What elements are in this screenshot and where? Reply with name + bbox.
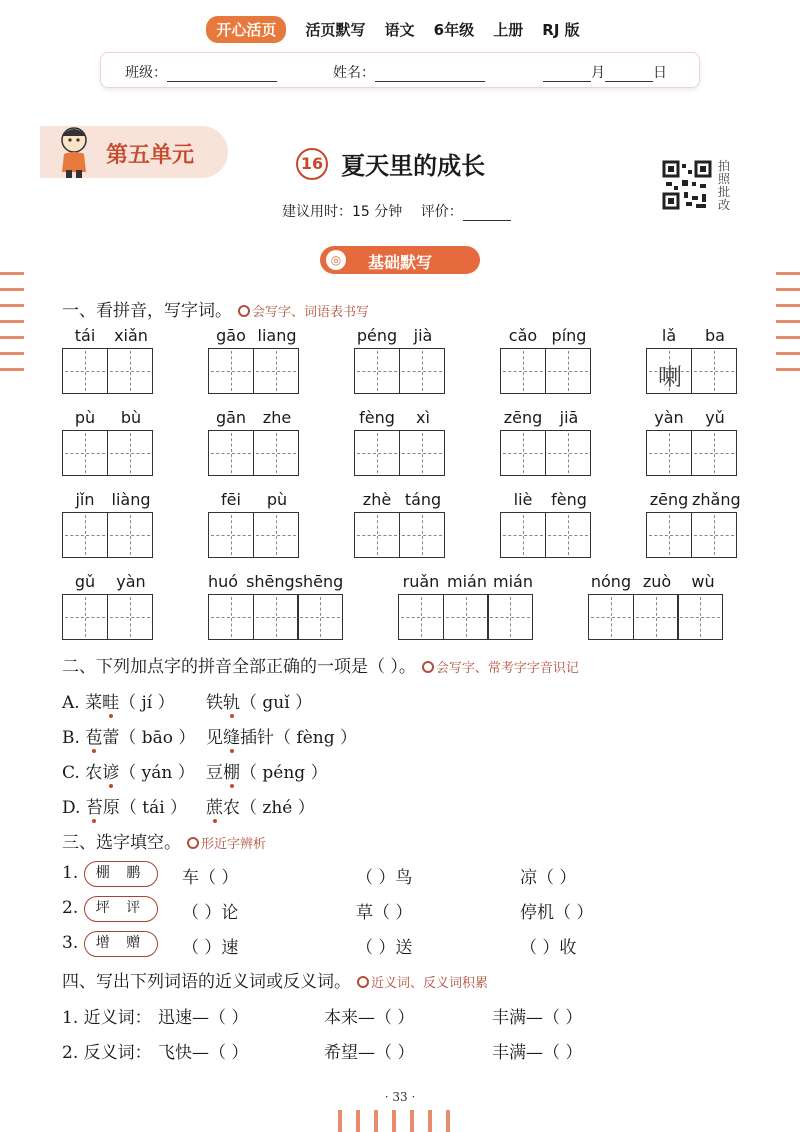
unit-title: 第五单元 — [106, 143, 195, 168]
fill-row-1: 1. 棚 鹏 车（ ） （ ）鸟 凉（ ） — [62, 863, 577, 888]
pinyin-word — [354, 408, 446, 476]
pinyin-word — [62, 572, 154, 640]
suggest-time: 建议用时：15 分钟 — [282, 204, 403, 220]
tip-icon — [238, 305, 250, 317]
suggest-line — [282, 201, 511, 221]
pinyin-label: pù bù — [74, 408, 142, 427]
char-box[interactable] — [588, 594, 634, 640]
volume: 上册 — [493, 21, 524, 39]
magnifier-icon: ◎ — [326, 250, 346, 270]
synonym-blank[interactable]: 迅速—（ ） — [158, 1008, 249, 1028]
class-field[interactable] — [125, 62, 277, 82]
pinyin-label: tái xiǎn — [74, 326, 148, 345]
char-box[interactable] — [691, 512, 737, 558]
section1-title: 一、看拼音，写字词。 会写字、词语表书写 — [62, 301, 370, 321]
char-box[interactable] — [107, 512, 153, 558]
right-edge-marks — [776, 272, 800, 384]
char-box[interactable] — [399, 430, 445, 476]
antonym-row: 2. 反义词： 飞快—（ ） 希望—（ ） 丰满—（ ） — [62, 1038, 702, 1064]
char-box[interactable] — [646, 430, 692, 476]
char-box[interactable] — [633, 594, 679, 640]
eval-blank[interactable] — [463, 205, 511, 221]
char-box[interactable] — [487, 594, 533, 640]
char-box[interactable] — [398, 594, 444, 640]
fill-blank[interactable]: （ ）送 — [356, 938, 413, 958]
char-box[interactable] — [62, 594, 108, 640]
mascot-icon — [52, 122, 100, 178]
class-label: 班级： — [125, 65, 167, 81]
fill-blank[interactable]: （ ）论 — [182, 903, 239, 923]
left-edge-marks — [0, 272, 24, 384]
fill-row-3: 3. 增 赠 （ ）速 （ ）送 （ ）收 — [62, 933, 577, 958]
pinyin-word — [208, 408, 300, 476]
section4-title: 四、写出下列词语的近义词或反义词。 近义词、反义词积累 — [62, 972, 489, 992]
char-box[interactable] — [208, 512, 254, 558]
qr-label: 拍照批改 — [718, 159, 731, 212]
section3-title: 三、选字填空。 形近字辨析 — [62, 833, 267, 853]
char-box[interactable] — [677, 594, 723, 640]
unit-banner — [40, 126, 228, 178]
fill-blank[interactable]: 草（ ） — [356, 903, 413, 923]
char-box[interactable] — [399, 348, 445, 394]
fill-blank[interactable]: 凉（ ） — [520, 868, 577, 888]
char-box[interactable] — [208, 430, 254, 476]
char-box[interactable] — [500, 512, 546, 558]
section2-tip: 会写字、常考字字音识记 — [422, 661, 579, 676]
fill-blank[interactable]: 车（ ） — [182, 868, 239, 888]
char-box[interactable] — [62, 512, 108, 558]
brand-logo: 开心活页 — [206, 16, 286, 43]
char-box[interactable] — [62, 430, 108, 476]
option-d[interactable]: D. 苔原（ tái ） 蔗农（ zhé ） — [62, 798, 315, 818]
char-box[interactable] — [208, 348, 254, 394]
char-box[interactable] — [253, 594, 299, 640]
option-b[interactable]: B. 苞蕾（ bāo ） 见缝插针（ fèng ） — [62, 728, 357, 748]
name-label: 姓名： — [333, 65, 375, 81]
char-box[interactable] — [62, 348, 108, 394]
name-blank[interactable] — [375, 66, 485, 82]
char-box[interactable] — [107, 348, 153, 394]
bottom-edge-marks — [338, 1110, 464, 1132]
pinyin-label: fēi pù — [221, 490, 288, 509]
section4-tip: 近义词、反义词积累 — [357, 976, 488, 991]
char-box[interactable] — [646, 512, 692, 558]
synonym-blank[interactable]: 丰满—（ ） — [492, 1008, 583, 1028]
pinyin-word — [208, 490, 300, 558]
section3-tip: 形近字辨析 — [187, 837, 266, 852]
pinyin-word — [646, 490, 741, 558]
pinyin-word — [398, 572, 536, 640]
day-label: 日 — [653, 65, 667, 81]
option-c[interactable]: C. 农谚（ yán ） 豆棚（ péng ） — [62, 763, 328, 783]
fill-blank[interactable]: （ ）速 — [182, 938, 239, 958]
lesson-heading — [296, 146, 485, 181]
synonym-blank[interactable]: 本来—（ ） — [324, 1008, 415, 1028]
section1-tip: 会写字、词语表书写 — [238, 305, 369, 320]
pinyin-label: cǎo píng — [508, 326, 587, 345]
char-box[interactable] — [354, 512, 400, 558]
char-box[interactable] — [253, 430, 299, 476]
pinyin-word — [354, 490, 446, 558]
pinyin-label: zēng zhǎng — [649, 490, 741, 509]
char-box[interactable] — [354, 430, 400, 476]
pinyin-label: gǔ yàn — [74, 572, 146, 591]
char-box[interactable] — [500, 348, 546, 394]
antonym-blank[interactable]: 丰满—（ ） — [492, 1043, 583, 1063]
char-pair-oval: 棚 鹏 — [84, 861, 158, 887]
month-label: 月 — [591, 65, 605, 81]
antonym-blank[interactable]: 飞快—（ ） — [158, 1043, 249, 1063]
pinyin-word — [354, 326, 446, 394]
char-pair-oval: 增 赠 — [84, 931, 158, 957]
pinyin-word — [588, 572, 726, 640]
day-blank[interactable] — [605, 66, 653, 82]
pinyin-word — [646, 408, 738, 476]
pinyin-word — [646, 326, 738, 394]
char-pair-oval: 坪 评 — [84, 896, 158, 922]
char-box[interactable] — [500, 430, 546, 476]
pinyin-label: ruǎn mián mián — [402, 572, 533, 591]
tip-icon — [187, 837, 199, 849]
tip-icon — [357, 976, 369, 988]
pinyin-word — [500, 408, 592, 476]
pinyin-label: yàn yǔ — [654, 408, 725, 427]
char-box[interactable] — [646, 348, 692, 394]
section2-title: 二、下列加点字的拼音全部正确的一项是（ ）。 会写字、常考字字音识记 — [62, 657, 579, 677]
book-name: 活页默写 — [305, 21, 366, 39]
student-info-bar — [100, 52, 700, 88]
antonym-blank[interactable]: 希望—（ ） — [324, 1043, 415, 1063]
char-box[interactable] — [253, 348, 299, 394]
option-a[interactable]: A. 菜畦（ jí ） 铁轨（ guǐ ） — [62, 693, 313, 713]
tip-icon — [422, 661, 434, 673]
pinyin-label: zhè táng — [362, 490, 442, 509]
pinyin-word — [208, 326, 300, 394]
char-fill: 喇 — [658, 363, 682, 391]
char-box[interactable] — [545, 430, 591, 476]
synonym-row: 1. 近义词： 迅速—（ ） 本来—（ ） 丰满—（ ） — [62, 1003, 702, 1029]
char-box[interactable] — [691, 430, 737, 476]
pinyin-label: huó shēngshēng — [208, 572, 344, 591]
lesson-number: 16 — [296, 148, 328, 180]
page-number: · 33 · — [384, 1090, 416, 1104]
month-blank[interactable] — [543, 66, 591, 82]
char-box[interactable] — [443, 594, 489, 640]
qr-code-icon[interactable] — [662, 160, 712, 210]
pinyin-label: lǎ ba — [661, 326, 725, 345]
lesson-title: 夏天里的成长 — [341, 152, 486, 180]
header-top — [0, 16, 800, 43]
pinyin-word — [500, 490, 592, 558]
char-box[interactable] — [399, 512, 445, 558]
pinyin-word — [500, 326, 592, 394]
pinyin-label: péng jià — [356, 326, 433, 345]
pinyin-label: zēng jiā — [503, 408, 579, 427]
pinyin-label: liè fèng — [513, 490, 587, 509]
pinyin-label: gān zhe — [215, 408, 292, 427]
char-box[interactable] — [297, 594, 343, 640]
date-field[interactable] — [543, 62, 667, 82]
pinyin-word — [208, 572, 351, 640]
pinyin-label: jǐn liàng — [75, 490, 151, 509]
section-pill — [320, 246, 480, 274]
edition: RJ 版 — [542, 21, 580, 39]
pinyin-label: gāo liang — [216, 326, 297, 345]
fill-row-2: 2. 坪 评 （ ）论 草（ ） 停机（ ） — [62, 898, 594, 923]
fill-blank[interactable]: 停机（ ） — [520, 903, 594, 923]
char-box[interactable] — [354, 348, 400, 394]
fill-blank[interactable]: （ ）鸟 — [356, 868, 413, 888]
grade: 6年级 — [433, 21, 475, 39]
eval-label: 评价： — [420, 204, 463, 220]
char-box[interactable] — [253, 512, 299, 558]
pinyin-label: nóng zuò wù — [590, 572, 715, 591]
char-box[interactable] — [545, 512, 591, 558]
pinyin-word — [62, 490, 154, 558]
char-box[interactable] — [691, 348, 737, 394]
pinyin-word — [62, 408, 154, 476]
name-field[interactable] — [333, 62, 485, 82]
section-pill-label: 基础默写 — [368, 253, 433, 272]
char-box[interactable] — [107, 430, 153, 476]
char-box[interactable] — [545, 348, 591, 394]
pinyin-word — [62, 326, 154, 394]
subject: 语文 — [384, 21, 415, 39]
char-box[interactable] — [107, 594, 153, 640]
char-box[interactable] — [208, 594, 254, 640]
class-blank[interactable] — [167, 66, 277, 82]
fill-blank[interactable]: （ ）收 — [520, 938, 577, 958]
pinyin-label: fèng xì — [359, 408, 430, 427]
